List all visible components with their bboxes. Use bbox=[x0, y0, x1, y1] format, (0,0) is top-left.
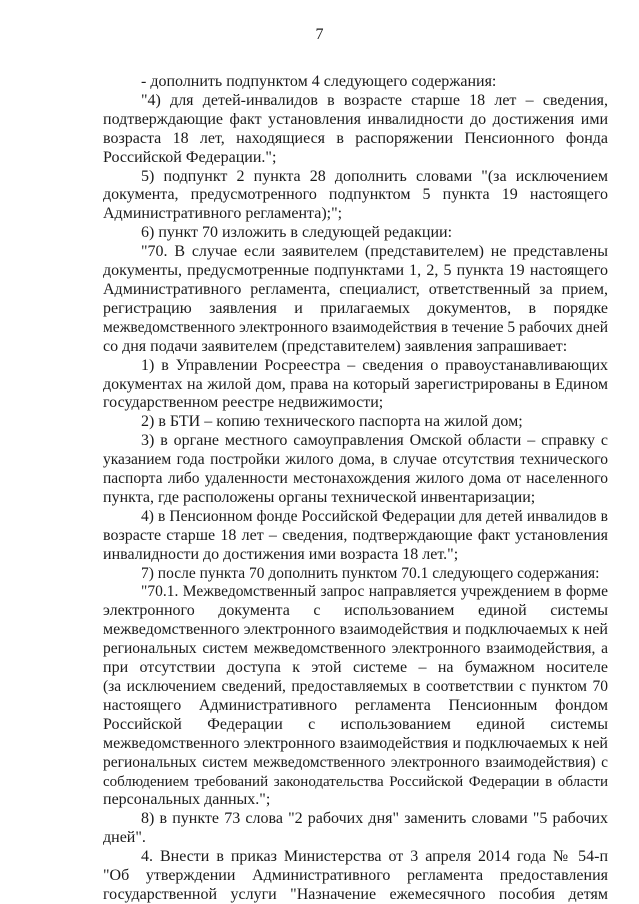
text-line: Российской Федерации."; bbox=[103, 148, 277, 166]
text-line: 2) в БТИ – копию технического паспорта на жилой дом; bbox=[141, 413, 523, 431]
text-line: "70. В случае если заявителем (представителем) не представлены bbox=[141, 243, 608, 261]
text-line: региональных систем межведомственного электронного взаимодействия, а bbox=[103, 640, 608, 658]
text-line: - дополнить подпунктом 4 следующего содержания: bbox=[141, 73, 497, 90]
text-line: при отсутствии доступа к этой системе – на бумажном носителе bbox=[103, 659, 608, 677]
text-line: "70.1. Межведомственный запрос направляется учреждением в форме bbox=[141, 583, 608, 601]
text-line: 7) после пункта 70 дополнить пунктом 70.1 следующего содержания: bbox=[141, 564, 600, 582]
text-line: возраста 18 лет, находящиеся в распоряжении Пенсионного фонда bbox=[103, 129, 608, 147]
text-line: (за исключением сведений, предоставляемых в соответствии с пунктом 70 bbox=[103, 678, 608, 696]
text-line: паспорта либо удаленности местонахождения жилого дома от населенного bbox=[103, 470, 608, 488]
text-line: соблюдением требований законодательства Российской Федерации в области bbox=[103, 773, 608, 790]
text-line: документа, предусмотренного подпунктом 5 пункта 19 настоящего bbox=[103, 186, 608, 204]
text-line: со дня подачи заявителем (представителем) заявления запрашивает: bbox=[103, 337, 568, 355]
text-line: указанием года постройки жилого дома, в случае отсутствия технического bbox=[103, 451, 608, 469]
text-line: Административного регламента, специалист, ответственный за прием, bbox=[103, 280, 608, 298]
text-line: подтверждающие факт установления инвалидности до достижения ими bbox=[103, 110, 608, 128]
text-line: Административного регламента);"; bbox=[103, 205, 343, 223]
text-line: персональных данных."; bbox=[103, 791, 271, 809]
text-line: настоящего Административного регламента Пенсионным фондом bbox=[103, 696, 608, 714]
text-line: "4) для детей-инвалидов в возрасте старше 18 лет – сведения, bbox=[141, 91, 608, 109]
text-line: региональных систем межведомственного электронного взаимодействия) с bbox=[103, 753, 608, 771]
text-line: межведомственного электронного взаимодействия и подключаемых к ней bbox=[103, 734, 608, 752]
text-line: межведомственного электронного взаимодействия и подключаемых к ней bbox=[103, 621, 608, 639]
text-line: государственном реестре недвижимости; bbox=[103, 394, 384, 412]
text-line: "Об утверждении Административного регламента предоставления bbox=[103, 867, 608, 885]
text-line: пункта, где расположены органы технической инвентаризации; bbox=[103, 488, 536, 506]
text-line: государственной услуги "Назначение ежемесячного пособия детям bbox=[103, 886, 608, 903]
text-line: Российской Федерации с использованием единой системы bbox=[103, 715, 608, 733]
text-line: электронного документа с использованием единой системы bbox=[103, 602, 608, 620]
text-line: документах на жилой дом, права на который зарегистрированы в Едином bbox=[103, 375, 608, 393]
text-line: 8) в пункте 73 слова "2 рабочих дня" заменить словами "5 рабочих bbox=[141, 810, 608, 828]
text-line: регистрацию заявления и прилагаемых документов, в порядке bbox=[103, 299, 608, 317]
text-line: 4. Внести в приказ Министерства от 3 апреля 2014 года № 54-п bbox=[141, 848, 608, 866]
page-number: 7 bbox=[315, 26, 324, 43]
text-line: 4) в Пенсионном фонде Российской Федерации для детей инвалидов в bbox=[141, 507, 608, 525]
text-line: 5) подпункт 2 пункта 28 дополнить словами "(за исключением bbox=[141, 167, 608, 185]
text-line: 3) в органе местного самоуправления Омской области – справку с bbox=[141, 432, 608, 450]
text-line: 6) пункт 70 изложить в следующей редакции: bbox=[141, 224, 453, 242]
text-line: дней". bbox=[103, 829, 146, 847]
text-line: 1) в Управлении Росреестра – сведения о правоустанавливающих bbox=[141, 356, 608, 374]
text-line: межведомственного электронного взаимодействия в течение 5 рабочих дней bbox=[103, 318, 608, 336]
text-line: возрасте старше 18 лет – сведения, подтверждающие факт установления bbox=[103, 526, 608, 544]
text-line: инвалидности до достижения ими возраста 18 лет."; bbox=[103, 545, 459, 563]
text-line: документы, предусмотренные подпунктами 1, 2, 5 пункта 19 настоящего bbox=[103, 262, 608, 280]
